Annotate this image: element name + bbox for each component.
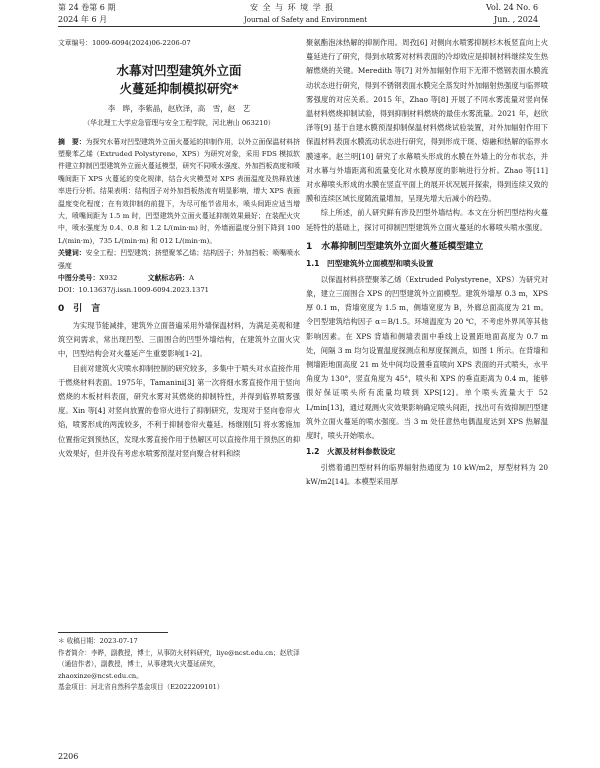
- section-1-heading: 1 水幕抑制凹型建筑外立面火蔓延模型建立: [306, 241, 484, 252]
- doc-code-label: 文献标志码：: [147, 274, 189, 283]
- received-date: ＊ 收稿日期：2023-07-17: [58, 637, 138, 645]
- section-1-2-text: 引燃着通凹型材料的临界辐射热通度为 10 kW/m2，厚型材料为 20 kW/m2[14]。本模型采用厚: [306, 463, 548, 487]
- keywords-text: 安全工程；凹型建筑；挤塑聚苯乙烯；结构因子；外加挡板；喷嘴喷水强度: [58, 249, 301, 270]
- intro-paragraph-continued: 聚氨酯泡沫热解的抑制作用。周孜[6] 对侧向水喷雾抑制杉木板竖直向上火蔓延进行了研究，得到水喷雾对材料表面的冷却效应是抑制材料继续发生热解燃烧的关键。Meredith 等[7] 对外加辐射作用下无滞不燃钢表面水膜流动状态进行研究，得到不锈钢表面水膜完全蒸发时外加辐射热强度与临界喷雾强度的对应关系。2015 年，Zhao 等[8] 开展了不同水雾流量对竖向保温材料燃烧抑制试验，得到抑制材料燃烧的最佳水雾流量。2021 年，赵欣泽等[9] 基于自建水膜预湿抑制保温材料燃烧试验装置，对外加辐射作用下保温材料表面水膜流动状态进行研究，得到形成干斑、熔融和热解的临界水膜速率。赵兰明[10] 研究了水幕喷头形成的水膜在外墙上的分布状态，并对水幕与外墙距离和流量变化对水膜厚度的影响进行分析。Zhao 等[11] 对水幕喷头形成的水膜在竖直平面上的展开状况展开探索，得到连续又致的膜和连续区域长度随流量增加，呈现先增大后减小的趋势。: [306, 38, 548, 204]
- header-journal-en: Journal of Safety and Environment: [244, 16, 368, 24]
- author-info: 作者简介：李晔，副教授，博士，从事防火材料研究，liye@ncst.edu.cn；赵欣泽（通信作者），副教授，博士，从事建筑火灾蔓延研究，zhaoxinze@ncst.edu.cn。: [58, 648, 300, 680]
- header-rule: [58, 26, 540, 27]
- clc-label: 中图分类号：: [58, 274, 100, 283]
- header-date-en: Jun. , 2024: [494, 15, 539, 24]
- intro-paragraph-1: 为实现节能减排，建筑外立面普遍采用外墙保温材料，为满足美观和建筑空间需求，常出现凹型、三面围合的凹型外墙结构，在建筑外立面火灾中，凹型结构会对火蔓延产生重要影响[1-2]。: [58, 320, 300, 359]
- running-header: [0, 0, 600, 30]
- abstract-text: 为探究水幕对凹型建筑外立面火蔓延的抑制作用，以外立面保温材料挤塑聚苯乙烯（Extruded Polystyrene，XPS）为研究对象，采用 FDS 模拟软件建立抑制凹型建筑外立面火蔓延模型，研究不同喷水强度、外加挡板高度和喷嘴间距下 XPS 火蔓延的变化规律，结合火灾模型对 XPS 表面温度及热释放速率进行分析。结果表明：结构因子对外加挡板热流有明显影响，增大 XPS 表面温度变化程度；在有效抑制的前提下，为尽可能节省用水，喷头间距应适当增大，喷嘴间距为 1.5 m 时，凹型建筑外立面火蔓延抑制效果最好；在装配火灾中，喷水强度为 0.4、0.8 和 1.2 L/(min·m) 时，外墙面温度分别下降到 100 L/(min·m)，735 L/(min·m) 和 012 L/(min·m)。: [58, 137, 301, 245]
- section-1-1-text: 以保温材料挤塑聚苯乙烯（Extruded Polystyrene，XPS）为研究对象，建立三面围合 XPS 的凹型建筑外立面模型。建筑外墙厚 0.3 m，XPS 厚 0.1 m，背墙宽度为 1.5 m，侧墙宽度为 B，外廊总面高度为 21 m。令凹型建筑结构因子 α＝B/1.5。环境温度为 20 ℃，不考虑外界风等其他影响因素。在 XPS 背墙和侧墙表面中垂线上设置距地面高度为 0.7 m 处，间隔 3 m 均匀设置温度探测点和厚度探测点，如图 1 所示。在背墙和侧墙距地面高度 21 m 处中间均设置垂直喷向 XPS 表面的开式喷头，水平角度为 130°，竖直角度为 45°，喷头和 XPS 的垂直距离为 0.4 m，能够很好保证喷头所有流量均喷到 XPS[12]。单个喷头流量大于 52 L/min[13]，通过观测火灾效果影响确定喷头间距，找出可有效抑制凹型建筑外立面火蔓延的喷水强度。当 3 m 处任意热电偶温度达到 XPS 热解温度时，喷头开始喷水。: [306, 274, 548, 441]
- author-list: 李 晔，李紫晶，赵欣泽，高 雪，赵 艺: [107, 104, 251, 114]
- affiliation: （华北理工大学应急管理与安全工程学院，河北唐山 063210）: [83, 119, 275, 128]
- title-line-1: 水幕对凹型建筑外立面: [116, 63, 242, 79]
- header-volume-en: Vol. 24 No. 6: [486, 3, 539, 12]
- header-journal-cn: 安 全 与 环 境 学 报: [250, 3, 335, 12]
- section-1-1-heading: 1.1 凹型建筑外立面模型和喷头设置: [306, 258, 434, 268]
- footnote: [58, 632, 300, 694]
- intro-summary: 综上所述，前人研究鲜有涉及凹型外墙结构。本文在分析凹型结构火蔓延特性的基础上，探讨可抑制凹型建筑外立面火蔓延的水幕喷头喷水强度。: [306, 208, 548, 232]
- doi: DOI：10.13637/j.issn.1009-6094.2023.1371: [58, 286, 209, 295]
- page-number: 2206: [58, 752, 79, 761]
- section-1-2-heading: 1.2 火源及材料参数设定: [306, 447, 396, 457]
- intro-paragraph-2: 目前对建筑火灾喷水抑制控制的研究较多，多集中于喷头对水直接作用于燃烧材料表面。1975年，Tamanini[3] 第一次将细水雾直接作用于竖向燃烧的木板材料表面，研究水雾对其燃烧的抑制特性，并得到临界喷雾强度。Xin 等[4] 对竖向放置的卷帘火进行了抑制研究，发现对于竖向卷帘火焰，喷雾形成的两流较多，不利于抑制卷帘火蔓延。杨继刚[5] 将水雾施加位置指定到预热区，发现水雾直接作用于热解区可以直接作用于预热区的抑火效果好，但并没有考虑水喷雾预湿对竖向聚合材料和续: [58, 363, 300, 458]
- header-date-cn: 2024 年 6 月: [58, 15, 108, 24]
- keywords: [58, 247, 300, 272]
- header-volume-cn: 第 24 卷第 6 期: [58, 3, 116, 12]
- doc-code: A: [188, 274, 194, 283]
- abstract-label: 摘 要：: [58, 137, 86, 146]
- abstract: [58, 136, 300, 248]
- classification: [58, 272, 300, 284]
- clc-code: X932: [99, 274, 118, 283]
- intro-heading: 0 引 言: [58, 303, 101, 314]
- right-column: [306, 36, 548, 490]
- fund-info: 基金项目：河北省自然科学基金项目（E2022209101）: [58, 683, 224, 691]
- keywords-label: 关键词：: [58, 249, 86, 258]
- article-id: 文章编号：1009-6094(2024)06-2206-07: [58, 39, 191, 47]
- footnote-rule: [58, 632, 168, 633]
- left-column: [58, 36, 300, 461]
- article-title: [58, 62, 300, 98]
- title-line-2: 火蔓延抑制模拟研究*: [119, 81, 239, 97]
